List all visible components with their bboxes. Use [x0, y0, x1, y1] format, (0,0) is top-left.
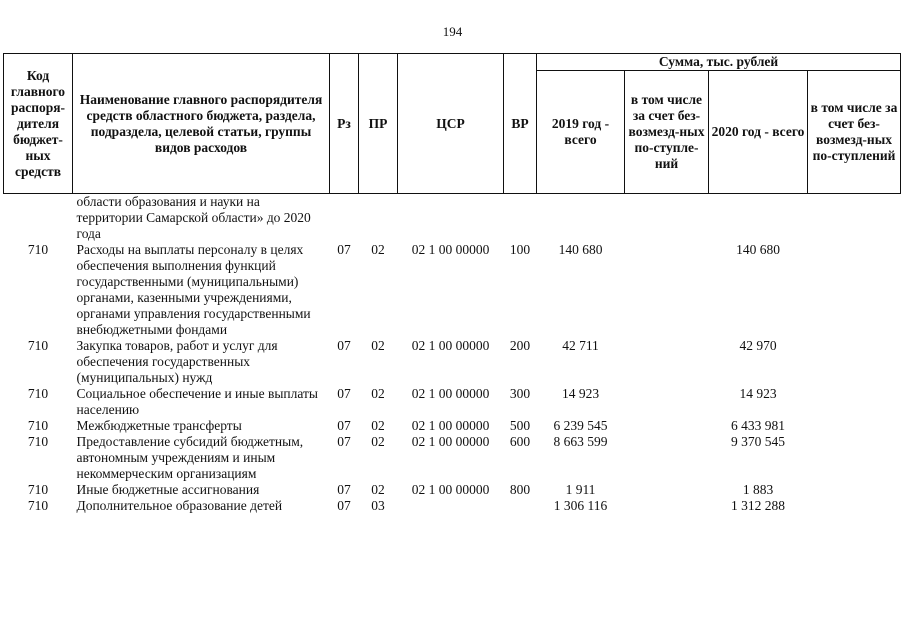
- cell-2019-free: [625, 386, 709, 418]
- cell-2020: 9 370 545: [731, 434, 785, 449]
- cell-2019: 8 663 599: [553, 434, 608, 449]
- cell-2019-free: [625, 498, 709, 514]
- cell-name: Межбюджетные трансферты: [76, 418, 242, 433]
- cell-name: Предоставление субсидий бюджетным, автономным учреждениям и иным некоммерческим организациям: [76, 434, 304, 481]
- cell-2019: 140 680: [558, 242, 603, 257]
- cell-pr: 02: [371, 338, 385, 353]
- cell-rz: 07: [337, 242, 351, 257]
- cell-pr: 02: [371, 418, 385, 433]
- table-row: [4, 434, 901, 482]
- table-row: [4, 242, 901, 338]
- cell-2019-free: [625, 482, 709, 498]
- header-vr: ВР: [504, 54, 537, 194]
- cell-2019-free: [625, 434, 709, 482]
- cell-csr: 02 1 00 00000: [411, 338, 490, 353]
- cell-pr: 02: [371, 386, 385, 401]
- cell-2019-free: [625, 194, 709, 243]
- cell-2020: 6 433 981: [731, 418, 785, 433]
- cell-pr: 02: [371, 482, 385, 497]
- cell-2020-free: [808, 434, 901, 482]
- cell-2020-free: [808, 194, 901, 243]
- cell-2019: 14 923: [561, 386, 600, 401]
- cell-name: Социальное обеспечение и иные выплаты населению: [76, 386, 318, 417]
- cell-code: 710: [27, 498, 49, 513]
- cell-2020-free: [808, 242, 901, 338]
- cell-2020-free: [808, 498, 901, 514]
- cell-vr: 800: [509, 482, 531, 497]
- cell-2020: 140 680: [736, 242, 780, 257]
- cell-vr: [504, 194, 537, 243]
- header-2019-total: 2019 год - всего: [537, 71, 625, 194]
- cell-rz: 07: [337, 418, 351, 433]
- header-rz: Рз: [330, 54, 359, 194]
- table-row: [4, 386, 901, 418]
- cell-name: области образования и науки на территории Самарской области» до 2020 года: [76, 194, 311, 241]
- cell-name: Закупка товаров, работ и услуг для обеспечения государственных (муниципальных) нужд: [76, 338, 278, 385]
- cell-2019: 6 239 545: [553, 418, 608, 433]
- cell-vr: [504, 498, 537, 514]
- cell-pr: [359, 194, 398, 243]
- cell-code: 710: [27, 482, 49, 497]
- cell-pr: 02: [371, 434, 385, 449]
- cell-name: Расходы на выплаты персоналу в целях обеспечения выполнения функций государственными (муниципальными) органами, казенными учреждениями, органами управления государственными внебюджетными фондами: [76, 242, 311, 337]
- cell-pr: 03: [371, 498, 385, 513]
- cell-2020: 1 312 288: [731, 498, 785, 513]
- cell-csr: [398, 194, 504, 243]
- cell-2020-free: [808, 482, 901, 498]
- cell-2019-free: [625, 242, 709, 338]
- cell-rz: 07: [337, 386, 351, 401]
- cell-rz: [330, 194, 359, 243]
- cell-csr: 02 1 00 00000: [411, 434, 490, 449]
- table-header: [4, 54, 901, 194]
- cell-code: 710: [27, 386, 49, 401]
- cell-2020: 14 923: [739, 386, 777, 401]
- cell-code: 710: [27, 242, 49, 257]
- cell-vr: 300: [509, 386, 531, 401]
- cell-2019: [537, 194, 625, 243]
- cell-csr: 02 1 00 00000: [411, 386, 490, 401]
- cell-2020: 1 883: [742, 482, 774, 497]
- cell-2019-free: [625, 418, 709, 434]
- cell-2020: 42 970: [739, 338, 777, 353]
- table-row: [4, 194, 901, 243]
- cell-2019: 1 306 116: [553, 498, 608, 513]
- cell-2019: 1 911: [565, 482, 596, 497]
- header-code: Код главного распоря-дителя бюджет-ных средств: [4, 54, 73, 194]
- header-name: Наименование главного распорядителя средств областного бюджета, раздела, подраздела, целевой статьи, группы видов расходов: [73, 54, 330, 194]
- cell-pr: 02: [371, 242, 385, 257]
- cell-rz: 07: [337, 498, 351, 513]
- table-row: [4, 338, 901, 386]
- header-pr: ПР: [359, 54, 398, 194]
- cell-2020-free: [808, 418, 901, 434]
- cell-code: 710: [27, 418, 49, 433]
- header-sum: Сумма, тыс. рублей: [537, 54, 901, 71]
- header-2020-total: 2020 год - всего: [709, 71, 808, 194]
- cell-vr: 500: [509, 418, 531, 433]
- cell-vr: 100: [509, 242, 531, 257]
- page-number: 194: [442, 24, 463, 39]
- cell-csr: [398, 498, 504, 514]
- cell-code: 710: [27, 434, 49, 449]
- cell-rz: 07: [337, 338, 351, 353]
- cell-csr: 02 1 00 00000: [411, 482, 490, 497]
- header-csr: ЦСР: [398, 54, 504, 194]
- cell-vr: 600: [509, 434, 531, 449]
- cell-2019-free: [625, 338, 709, 386]
- cell-2020-free: [808, 386, 901, 418]
- budget-table: [3, 53, 901, 514]
- cell-csr: 02 1 00 00000: [411, 242, 490, 257]
- cell-code: [4, 194, 73, 243]
- cell-csr: 02 1 00 00000: [411, 418, 490, 433]
- cell-name: Дополнительное образование детей: [76, 498, 283, 513]
- table-row: [4, 482, 901, 498]
- cell-code: 710: [27, 338, 49, 353]
- cell-rz: 07: [337, 482, 351, 497]
- cell-2019: 42 711: [562, 338, 599, 353]
- cell-2020: [709, 194, 808, 243]
- table-row: [4, 498, 901, 514]
- header-2020-free: в том числе за счет без-возмезд-ных по-ступлений: [808, 71, 901, 194]
- cell-rz: 07: [337, 434, 351, 449]
- cell-name: Иные бюджетные ассигнования: [76, 482, 260, 497]
- cell-2020-free: [808, 338, 901, 386]
- table-body: [4, 194, 901, 515]
- table-row: [4, 418, 901, 434]
- header-2019-free: в том числе за счет без-возмезд-ных по-ступле-ний: [625, 71, 709, 194]
- cell-vr: 200: [509, 338, 531, 353]
